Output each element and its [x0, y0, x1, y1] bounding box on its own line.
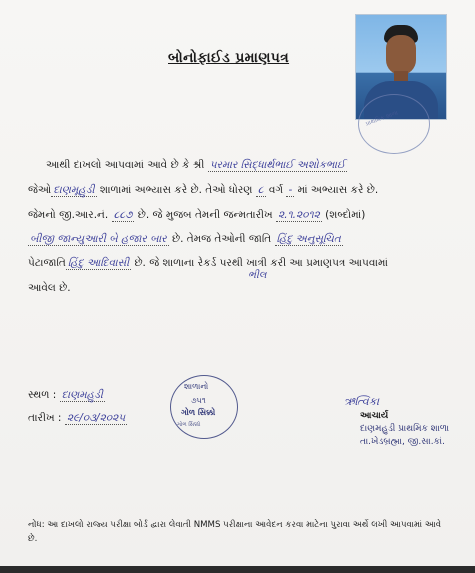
principal-school: દાણમહુડી પ્રાથમિક શાળા — [360, 424, 450, 434]
school-seal: શાળાનો ૭૫૧ ગોળ સિક્કો ગોળ સિક્કો — [170, 375, 238, 439]
principal-label: આચાર્ય — [360, 411, 389, 421]
line-6: આવેલ છે. — [28, 282, 71, 294]
date: તારીખ : ૨૯/૦૩/૨૦૨૫ — [28, 412, 126, 424]
birth-date: ૨.૧.૨૦૧૨ — [278, 209, 320, 221]
sub-caste: હિંદુ આદિવાસી — [67, 257, 130, 269]
certificate-title: બોનોફાઈડ પ્રમાણપત્ર — [168, 50, 290, 66]
line-4: બીજી જાન્યુઆરી બે હજાર બાર છે. તેમજ તેઓની જાતિ હિંદુ અનુસૂચિત — [30, 233, 341, 245]
birth-date-words: બીજી જાન્યુઆરી બે હજાર બાર — [30, 233, 167, 245]
line-3: જેમનો જી.આર.નં. ૮૮૭ છે. જે મુજબ તેમની જન્મતારીખ ૨.૧.૨૦૧૨ (શબ્દોમાં) — [28, 209, 366, 221]
caste: હિંદુ અનુસૂચિત — [276, 233, 341, 245]
margin-note: ભીલ — [248, 270, 267, 281]
student-name: પરમાર સિદ્ધાર્થભાઈ અશોકભાઈ — [209, 159, 346, 171]
principal-address: તા.ખેડબ્રહ્મા, જી.સા.કાં. — [360, 437, 445, 447]
principal-signature: ઋત્વિકા — [344, 395, 380, 408]
standard: ૮ — [257, 184, 264, 196]
place: સ્થળ : દાણમહુડી — [28, 389, 103, 401]
footer-note: નોંધ: આ દાખલો રાજ્ય પરીક્ષા બોર્ડ દ્વારા લેવાતી NMMS પરીક્ષાના આવેદન કરવા માટેના પુરાવા અર્થે લખી આપવામાં આવે છે. — [28, 520, 442, 544]
bottom-edge — [0, 566, 475, 573]
line-2: જેઓ દાણમૂહુડી શાળામાં અભ્યાસ કરે છે. તેઓ ધોરણ ૮ વર્ગ - માં અભ્યાસ કરે છે. — [28, 184, 379, 196]
photo-stamp: પ્રાથમિક શાળા — [358, 94, 430, 154]
principal-block — [360, 410, 449, 449]
line-1: આથી દાખલો આપવામાં આવે છે કે શ્રી પરમાર સિદ્ધાર્થભાઈ અશોકભાઈ — [46, 159, 346, 171]
division: - — [288, 184, 293, 196]
line-5: પેટાજાતિ હિંદુ આદિવાસી છે. જે શાળાના રેકર્ડ પરથી ખાત્રી કરી આ પ્રમાણપત્ર આપવામાં — [28, 257, 388, 269]
gr-number: ૮૮૭ — [113, 209, 133, 221]
school-name: દાણમૂહુડી — [53, 184, 95, 196]
